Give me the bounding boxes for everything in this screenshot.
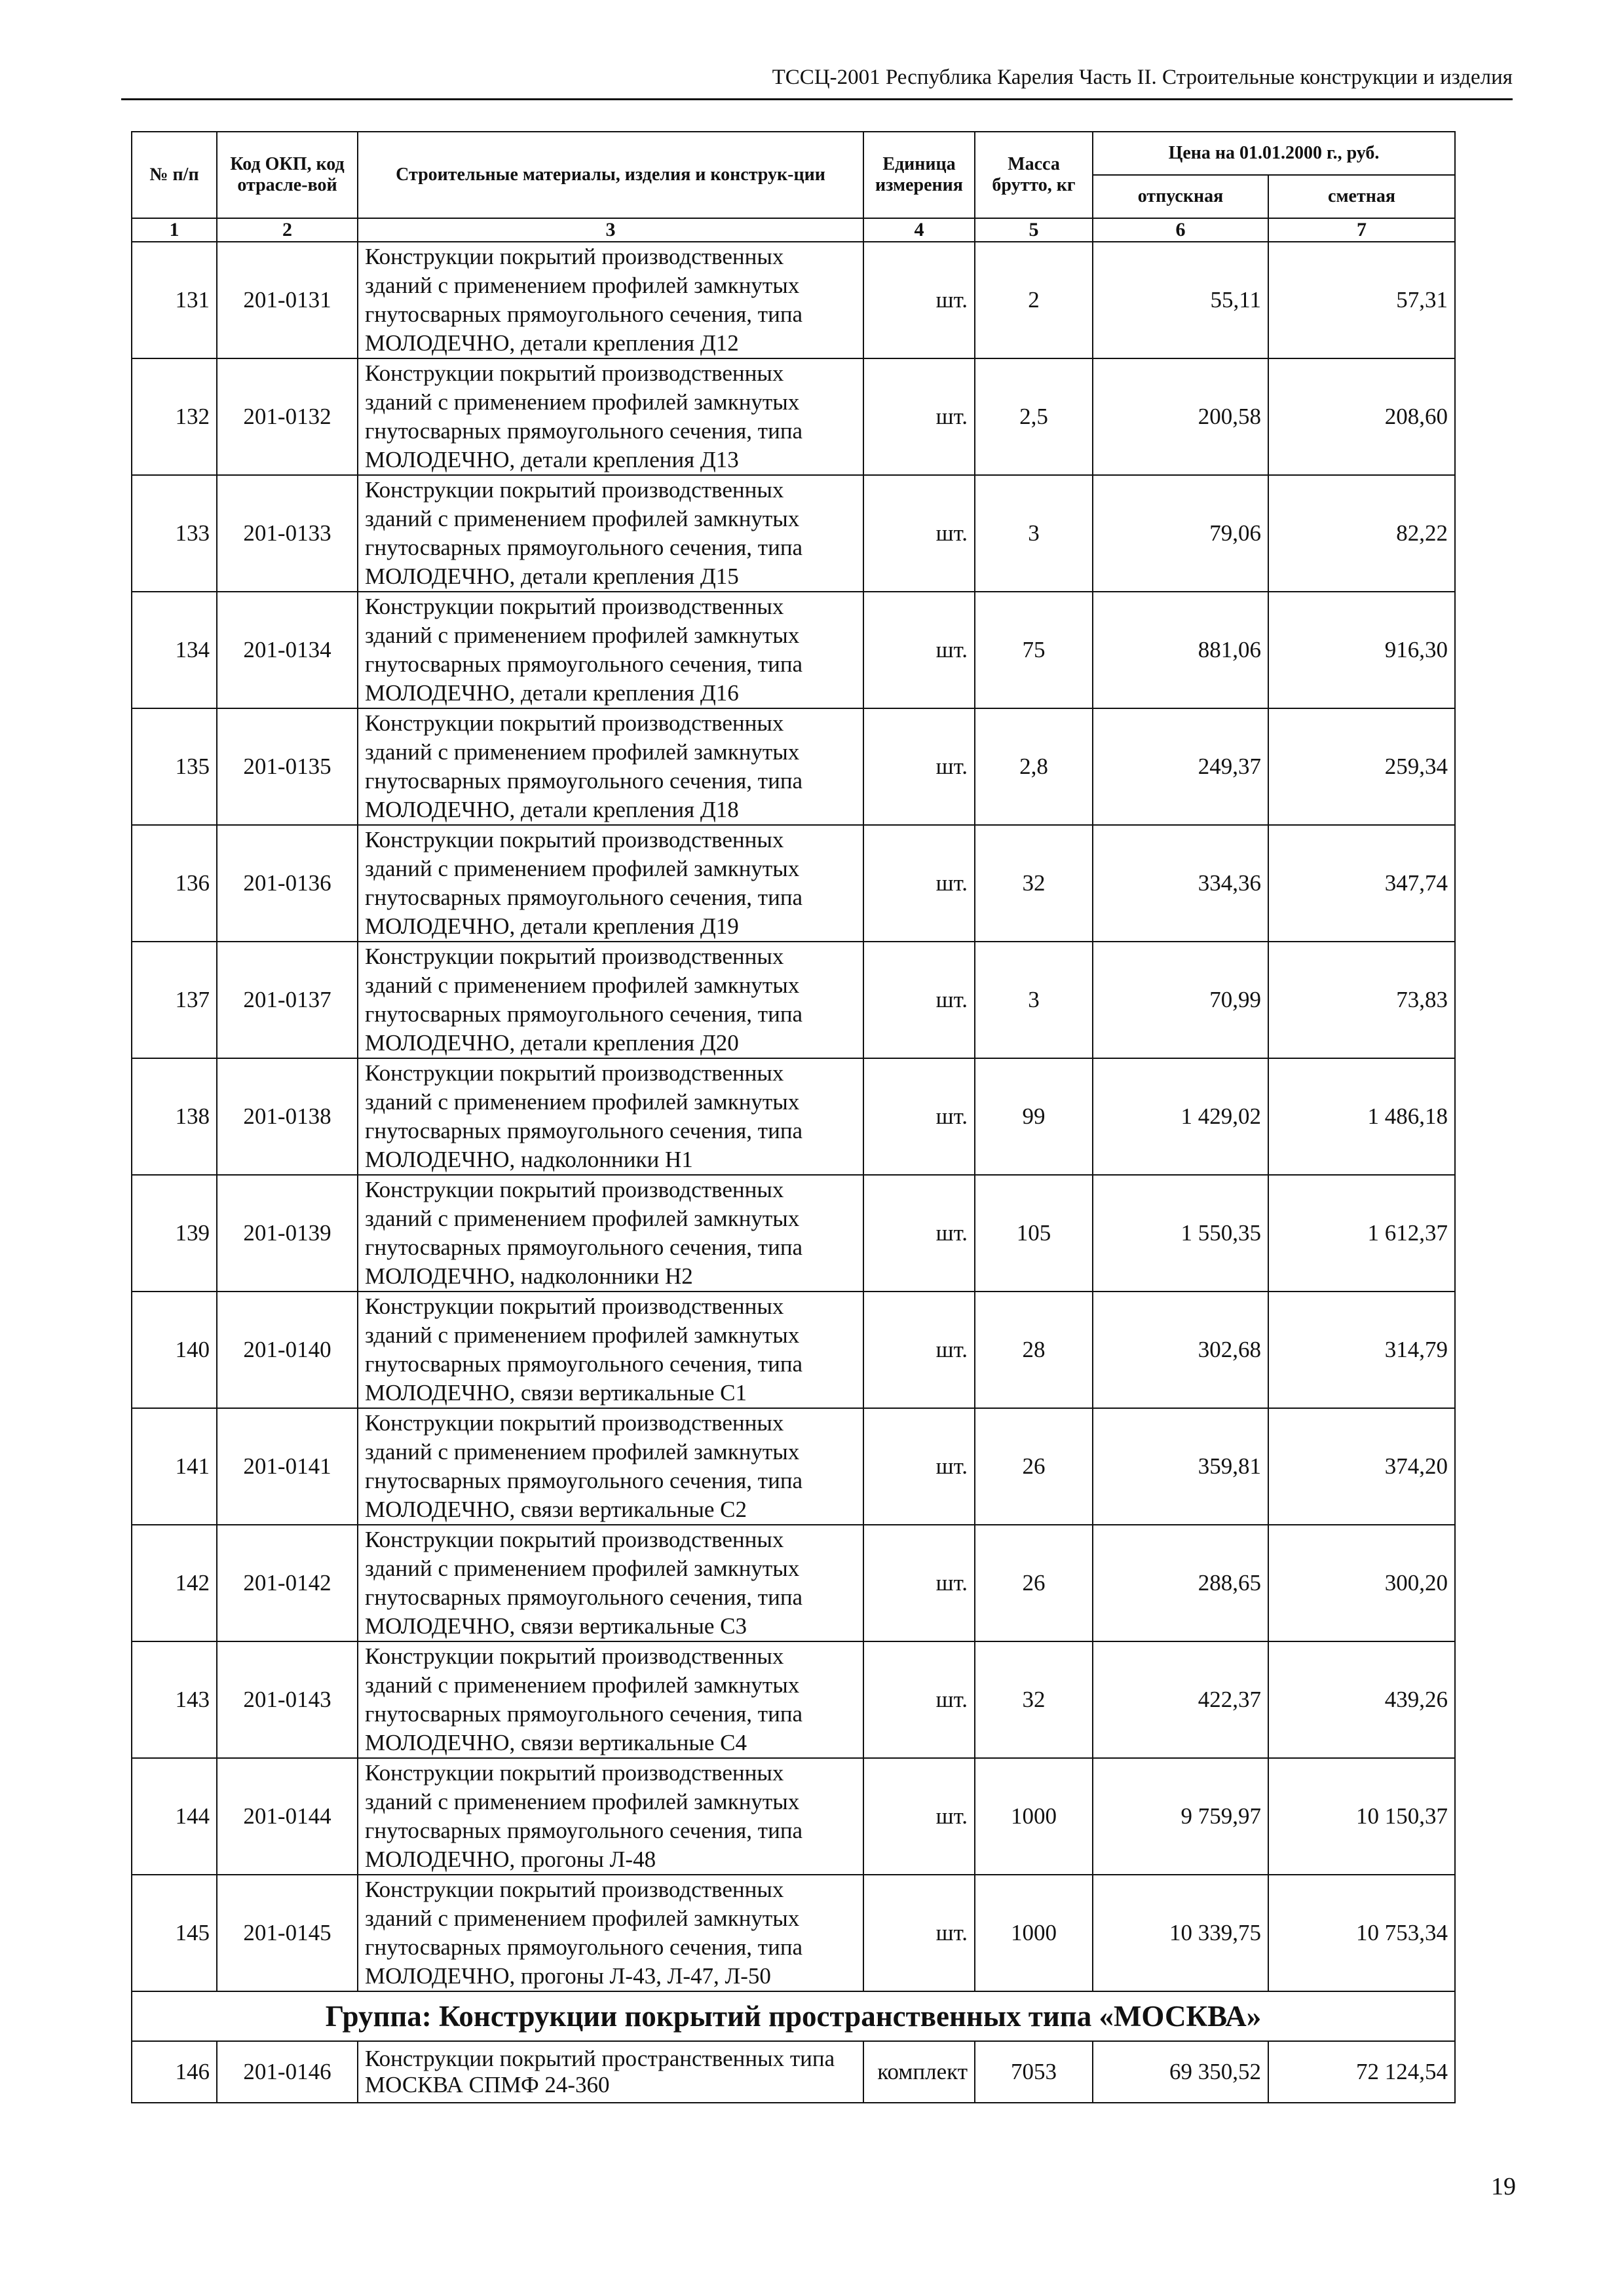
- row-unit: шт.: [863, 592, 975, 708]
- row-number: 144: [132, 1758, 217, 1875]
- row-price-estimate: 208,60: [1268, 358, 1455, 475]
- row-price-release: 9 759,97: [1093, 1758, 1268, 1875]
- row-price-estimate: 82,22: [1268, 475, 1455, 592]
- row-price-release: 302,68: [1093, 1292, 1268, 1408]
- table-row: [132, 592, 1455, 708]
- row-description: Конструкции покрытий производственных зданий с применением профилей замкнутых гнутосварных прямоугольного сечения, типа МОЛОДЕЧНО, детали крепления Д13: [358, 358, 863, 475]
- row-number: 145: [132, 1875, 217, 1991]
- column-number-row: [132, 218, 1455, 242]
- row-mass: 28: [975, 1292, 1093, 1408]
- group-title: Группа: Конструкции покрытий пространственных типа «МОСКВА»: [132, 1991, 1455, 2041]
- row-price-estimate: 439,26: [1268, 1641, 1455, 1758]
- row-code: 201-0144: [217, 1758, 358, 1875]
- table-row: [132, 242, 1455, 358]
- price-table: [131, 131, 1456, 2103]
- header-price-group: Цена на 01.01.2000 г., руб.: [1093, 132, 1455, 175]
- table-row: [132, 825, 1455, 942]
- row-mass: 2: [975, 242, 1093, 358]
- row-price-release: 1 550,35: [1093, 1175, 1268, 1292]
- header-description: Строительные материалы, изделия и конструк-ции: [358, 132, 863, 218]
- row-description: Конструкции покрытий производственных зданий с применением профилей замкнутых гнутосварных прямоугольного сечения, типа МОЛОДЕЧНО, связи вертикальные С3: [358, 1525, 863, 1641]
- row-mass: 26: [975, 1408, 1093, 1525]
- row-price-release: 79,06: [1093, 475, 1268, 592]
- header-code: Код ОКП, код отрасле-вой: [217, 132, 358, 218]
- row-unit: шт.: [863, 708, 975, 825]
- column-number: 2: [217, 218, 358, 242]
- row-unit: шт.: [863, 1058, 975, 1175]
- row-price-release: 69 350,52: [1093, 2041, 1268, 2103]
- row-code: 201-0138: [217, 1058, 358, 1175]
- column-number: 7: [1268, 218, 1455, 242]
- row-price-release: 70,99: [1093, 942, 1268, 1058]
- row-unit: шт.: [863, 942, 975, 1058]
- row-code: 201-0142: [217, 1525, 358, 1641]
- row-code: 201-0143: [217, 1641, 358, 1758]
- row-mass: 75: [975, 592, 1093, 708]
- row-description: Конструкции покрытий производственных зданий с применением профилей замкнутых гнутосварных прямоугольного сечения, типа МОЛОДЕЧНО, связи вертикальные С1: [358, 1292, 863, 1408]
- row-price-estimate: 374,20: [1268, 1408, 1455, 1525]
- row-number: 143: [132, 1641, 217, 1758]
- row-code: 201-0135: [217, 708, 358, 825]
- row-unit: шт.: [863, 1758, 975, 1875]
- row-code: 201-0136: [217, 825, 358, 942]
- row-price-estimate: 259,34: [1268, 708, 1455, 825]
- row-code: 201-0145: [217, 1875, 358, 1991]
- row-price-estimate: 10 753,34: [1268, 1875, 1455, 1991]
- table-row: [132, 708, 1455, 825]
- row-price-release: 1 429,02: [1093, 1058, 1268, 1175]
- row-number: 133: [132, 475, 217, 592]
- row-number: 134: [132, 592, 217, 708]
- table-body: [132, 242, 1455, 2103]
- row-number: 137: [132, 942, 217, 1058]
- table-row: [132, 1408, 1455, 1525]
- row-mass: 7053: [975, 2041, 1093, 2103]
- row-description: Конструкции покрытий производственных зданий с применением профилей замкнутых гнутосварных прямоугольного сечения, типа МОЛОДЕЧНО, детали крепления Д18: [358, 708, 863, 825]
- header-mass: Масса брутто, кг: [975, 132, 1093, 218]
- row-code: 201-0131: [217, 242, 358, 358]
- row-number: 136: [132, 825, 217, 942]
- row-price-release: 422,37: [1093, 1641, 1268, 1758]
- row-mass: 32: [975, 825, 1093, 942]
- row-price-estimate: 314,79: [1268, 1292, 1455, 1408]
- row-mass: 1000: [975, 1875, 1093, 1991]
- table-row: [132, 1875, 1455, 1991]
- table-row: [132, 1758, 1455, 1875]
- row-mass: 105: [975, 1175, 1093, 1292]
- row-code: 201-0134: [217, 592, 358, 708]
- row-price-estimate: 72 124,54: [1268, 2041, 1455, 2103]
- table-row: [132, 1175, 1455, 1292]
- row-description: Конструкции покрытий производственных зданий с применением профилей замкнутых гнутосварных прямоугольного сечения, типа МОЛОДЕЧНО, связи вертикальные С2: [358, 1408, 863, 1525]
- row-unit: шт.: [863, 1641, 975, 1758]
- row-unit: шт.: [863, 825, 975, 942]
- row-mass: 2,8: [975, 708, 1093, 825]
- row-price-release: 249,37: [1093, 708, 1268, 825]
- page-number: 19: [1491, 2173, 1516, 2200]
- row-description: Конструкции покрытий производственных зданий с применением профилей замкнутых гнутосварных прямоугольного сечения, типа МОЛОДЕЧНО, надколонники Н1: [358, 1058, 863, 1175]
- column-number: 1: [132, 218, 217, 242]
- row-number: 139: [132, 1175, 217, 1292]
- row-price-release: 288,65: [1093, 1525, 1268, 1641]
- row-number: 138: [132, 1058, 217, 1175]
- row-price-estimate: 1 486,18: [1268, 1058, 1455, 1175]
- row-description: Конструкции покрытий пространственных типа МОСКВА СПМФ 24-360: [358, 2041, 863, 2103]
- row-price-release: 55,11: [1093, 242, 1268, 358]
- row-mass: 3: [975, 942, 1093, 1058]
- running-header: ТССЦ-2001 Республика Карелия Часть II. Строительные конструкции и изделия: [772, 66, 1513, 89]
- row-price-release: 334,36: [1093, 825, 1268, 942]
- column-number: 6: [1093, 218, 1268, 242]
- row-price-estimate: 73,83: [1268, 942, 1455, 1058]
- row-number: 135: [132, 708, 217, 825]
- row-unit: шт.: [863, 358, 975, 475]
- row-unit: шт.: [863, 1525, 975, 1641]
- row-code: 201-0141: [217, 1408, 358, 1525]
- header-price-release: отпускная: [1093, 175, 1268, 218]
- column-number: 5: [975, 218, 1093, 242]
- table-row: [132, 358, 1455, 475]
- row-code: 201-0133: [217, 475, 358, 592]
- row-unit: шт.: [863, 1408, 975, 1525]
- row-unit: шт.: [863, 475, 975, 592]
- row-mass: 3: [975, 475, 1093, 592]
- row-price-estimate: 916,30: [1268, 592, 1455, 708]
- row-number: 132: [132, 358, 217, 475]
- column-number: 4: [863, 218, 975, 242]
- row-description: Конструкции покрытий производственных зданий с применением профилей замкнутых гнутосварных прямоугольного сечения, типа МОЛОДЕЧНО, детали крепления Д12: [358, 242, 863, 358]
- row-unit: шт.: [863, 242, 975, 358]
- row-price-release: 359,81: [1093, 1408, 1268, 1525]
- row-description: Конструкции покрытий производственных зданий с применением профилей замкнутых гнутосварных прямоугольного сечения, типа МОЛОДЕЧНО, связи вертикальные С4: [358, 1641, 863, 1758]
- row-mass: 2,5: [975, 358, 1093, 475]
- header-num: № п/п: [132, 132, 217, 218]
- row-mass: 26: [975, 1525, 1093, 1641]
- group-heading-row: [132, 1991, 1455, 2041]
- row-description: Конструкции покрытий производственных зданий с применением профилей замкнутых гнутосварных прямоугольного сечения, типа МОЛОДЕЧНО, надколонники Н2: [358, 1175, 863, 1292]
- row-price-estimate: 10 150,37: [1268, 1758, 1455, 1875]
- row-price-release: 200,58: [1093, 358, 1268, 475]
- table-row: [132, 1641, 1455, 1758]
- row-code: 201-0139: [217, 1175, 358, 1292]
- row-description: Конструкции покрытий производственных зданий с применением профилей замкнутых гнутосварных прямоугольного сечения, типа МОЛОДЕЧНО, детали крепления Д20: [358, 942, 863, 1058]
- header-unit: Единица измерения: [863, 132, 975, 218]
- row-price-release: 10 339,75: [1093, 1875, 1268, 1991]
- row-mass: 32: [975, 1641, 1093, 1758]
- row-code: 201-0132: [217, 358, 358, 475]
- row-description: Конструкции покрытий производственных зданий с применением профилей замкнутых гнутосварных прямоугольного сечения, типа МОЛОДЕЧНО, детали крепления Д19: [358, 825, 863, 942]
- row-mass: 99: [975, 1058, 1093, 1175]
- header-rule: [121, 98, 1513, 100]
- table-row: [132, 475, 1455, 592]
- row-price-estimate: 1 612,37: [1268, 1175, 1455, 1292]
- row-description: Конструкции покрытий производственных зданий с применением профилей замкнутых гнутосварных прямоугольного сечения, типа МОЛОДЕЧНО, прогоны Л-48: [358, 1758, 863, 1875]
- row-unit: шт.: [863, 1292, 975, 1408]
- row-number: 131: [132, 242, 217, 358]
- table-row: [132, 1058, 1455, 1175]
- row-number: 142: [132, 1525, 217, 1641]
- table-row: [132, 1292, 1455, 1408]
- row-code: 201-0146: [217, 2041, 358, 2103]
- row-description: Конструкции покрытий производственных зданий с применением профилей замкнутых гнутосварных прямоугольного сечения, типа МОЛОДЕЧНО, детали крепления Д15: [358, 475, 863, 592]
- row-price-release: 881,06: [1093, 592, 1268, 708]
- table-row: [132, 2041, 1455, 2103]
- row-unit: комплект: [863, 2041, 975, 2103]
- row-number: 140: [132, 1292, 217, 1408]
- row-code: 201-0140: [217, 1292, 358, 1408]
- header-price-estimate: сметная: [1268, 175, 1455, 218]
- row-number: 146: [132, 2041, 217, 2103]
- row-number: 141: [132, 1408, 217, 1525]
- row-description: Конструкции покрытий производственных зданий с применением профилей замкнутых гнутосварных прямоугольного сечения, типа МОЛОДЕЧНО, прогоны Л-43, Л-47, Л-50: [358, 1875, 863, 1991]
- row-unit: шт.: [863, 1875, 975, 1991]
- row-price-estimate: 347,74: [1268, 825, 1455, 942]
- row-description: Конструкции покрытий производственных зданий с применением профилей замкнутых гнутосварных прямоугольного сечения, типа МОЛОДЕЧНО, детали крепления Д16: [358, 592, 863, 708]
- row-price-estimate: 300,20: [1268, 1525, 1455, 1641]
- column-number: 3: [358, 218, 863, 242]
- table-row: [132, 942, 1455, 1058]
- row-unit: шт.: [863, 1175, 975, 1292]
- table-header: [132, 132, 1455, 242]
- table-row: [132, 1525, 1455, 1641]
- row-price-estimate: 57,31: [1268, 242, 1455, 358]
- row-mass: 1000: [975, 1758, 1093, 1875]
- row-code: 201-0137: [217, 942, 358, 1058]
